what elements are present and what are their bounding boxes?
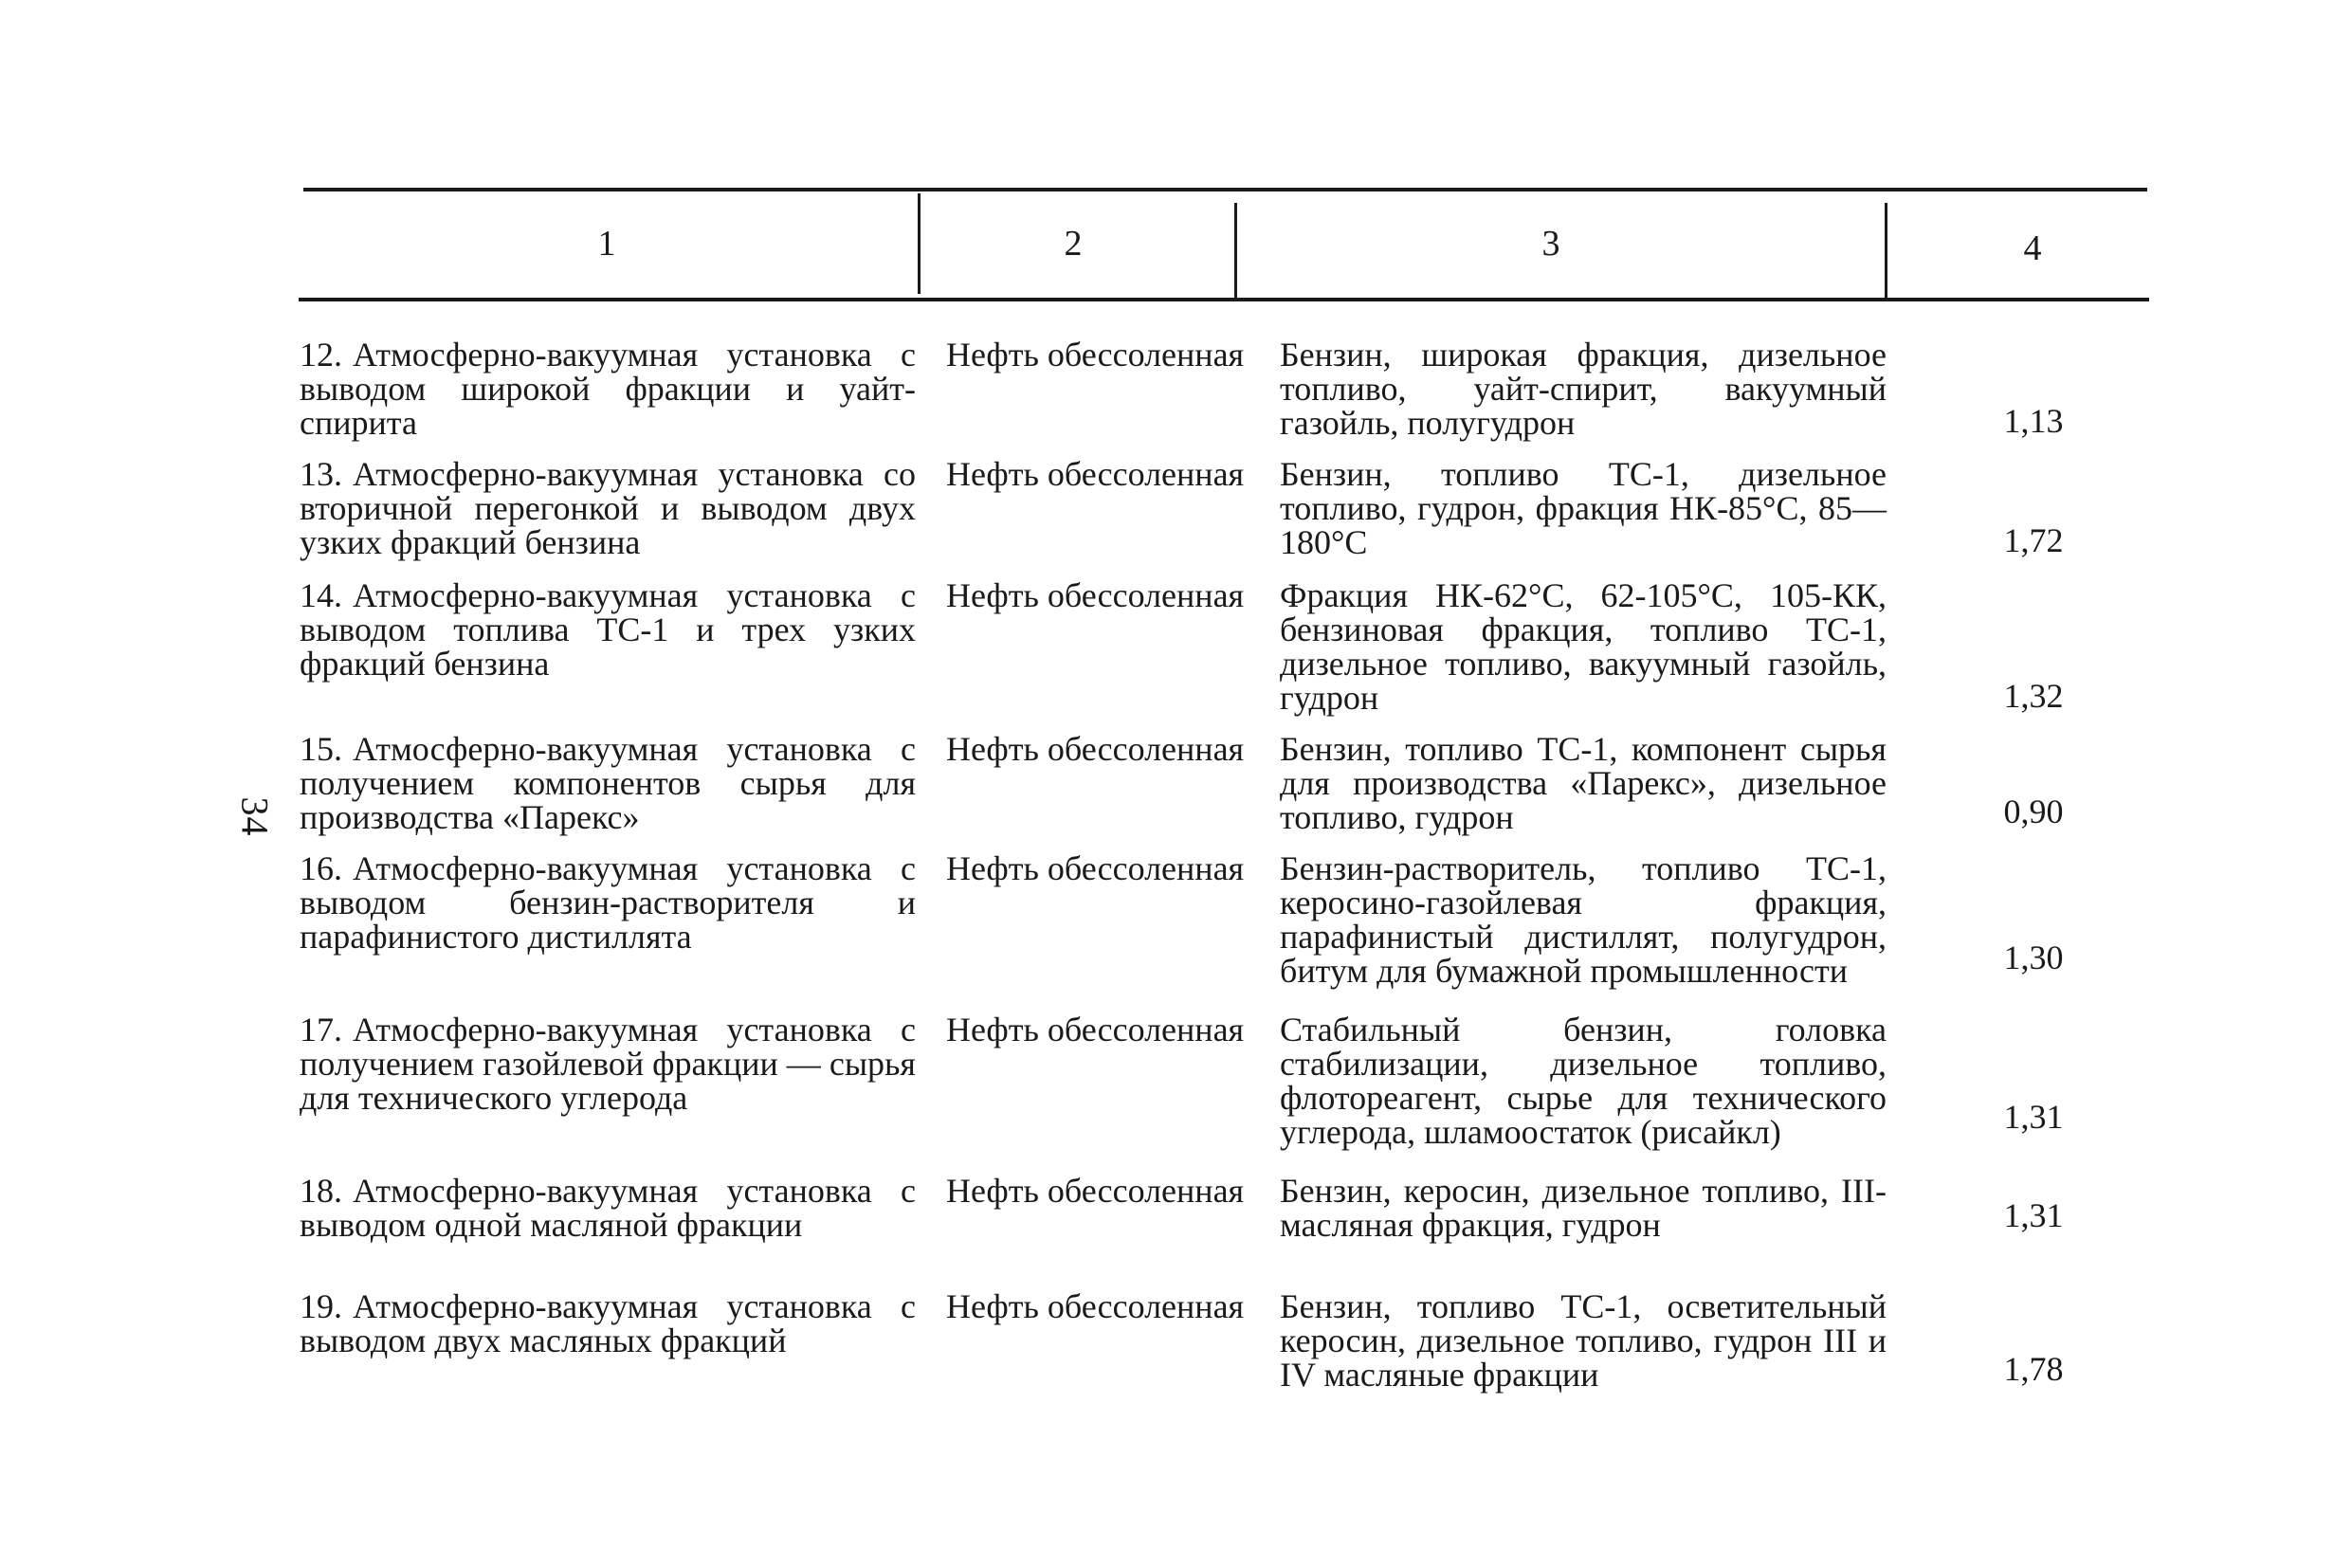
coefficient-value: 1,32	[2003, 677, 2064, 715]
header-divider-1	[918, 193, 921, 294]
raw-material: Нефть обессоленная	[946, 730, 1245, 768]
raw-material: Нефть обессоленная	[946, 849, 1245, 887]
column-header-2: 2	[1064, 224, 1083, 264]
coefficient-value: 1,31	[2003, 1098, 2064, 1136]
raw-material: Нефть обессоленная	[946, 576, 1245, 614]
page-number: 34	[233, 796, 277, 837]
installation-name-text: Атмосферно-вакуумная установка с выводом топлива ТС-1 и трех узких фракций бензина	[300, 576, 916, 683]
header-divider-2	[1234, 203, 1237, 298]
installation-name-text: Атмосферно-вакуумная установка с получением компонентов сырья для производства «Парекс»	[300, 730, 916, 836]
coefficient-value: 0,90	[2003, 793, 2064, 830]
row-number: 18.	[300, 1172, 342, 1210]
raw-material: Нефть обессоленная	[946, 1011, 1245, 1048]
row-number: 13.	[300, 455, 342, 493]
row-number: 12.	[300, 336, 342, 374]
installation-name	[300, 578, 916, 681]
coefficient-value: 1,78	[2003, 1350, 2064, 1388]
row-number: 15.	[300, 730, 342, 768]
raw-material: Нефть обессоленная	[946, 455, 1245, 493]
installation-name	[300, 851, 916, 954]
raw-material: Нефть обессоленная	[946, 1287, 1245, 1325]
installation-name	[300, 732, 916, 834]
column-header-4: 4	[2023, 228, 2042, 268]
row-number: 14.	[300, 576, 342, 614]
products-list: Бензин, керосин, дизельное топливо, III-масляная фракция, гудрон	[1280, 1172, 1887, 1244]
installation-name-text: Атмосферно-вакуумная установка с выводом двух масляных фракций	[300, 1287, 916, 1359]
raw-material: Нефть обессоленная	[946, 336, 1245, 374]
installation-name-text: Атмосферно-вакуумная установка с выводом одной масляной фракции	[300, 1172, 916, 1244]
installation-name-text: Атмосферно-вакуумная установка со вторичной перегонкой и выводом двух узких фракций бензина	[300, 455, 916, 561]
coefficient-value: 1,13	[2003, 402, 2064, 440]
installation-name	[300, 337, 916, 440]
products-list: Бензин, топливо ТС-1, дизельное топливо, гудрон, фракция НК-85°С, 85—180°С	[1280, 455, 1887, 561]
header-divider-3	[1885, 203, 1887, 298]
column-header-3: 3	[1541, 224, 1560, 264]
coefficient-value: 1,31	[2003, 1196, 2064, 1234]
installation-name	[300, 1012, 916, 1115]
coefficient-value: 1,72	[2003, 521, 2064, 559]
row-number: 17.	[300, 1011, 342, 1048]
installation-name	[300, 1289, 916, 1358]
products-list: Фракция НК-62°С, 62-105°С, 105-КК, бензиновая фракция, топливо ТС-1, дизельное топливо, вакуумный газойль, гудрон	[1280, 576, 1887, 717]
table-header-bottom-rule	[299, 298, 2149, 301]
products-list: Бензин-растворитель, топливо ТС-1, керосино-газойлевая фракция, парафинистый дистиллят, полугудрон, битум для бумажной промышленности	[1280, 849, 1887, 990]
products-list: Бензин, топливо ТС-1, компонент сырья для производства «Парекс», дизельное топливо, гудрон	[1280, 730, 1887, 836]
coefficient-value: 1,30	[2003, 939, 2064, 976]
installation-name-text: Атмосферно-вакуумная установка с получением газойлевой фракции — сырья для технического углерода	[300, 1011, 916, 1117]
raw-material: Нефть обессоленная	[946, 1172, 1245, 1210]
table-top-rule	[303, 188, 2147, 191]
installation-name	[300, 1174, 916, 1242]
products-list: Бензин, топливо ТС-1, осветительный керосин, дизельное топливо, гудрон III и IV масляные фракции	[1280, 1287, 1887, 1394]
installation-name-text: Атмосферно-вакуумная установка с выводом широкой фракции и уайт-спирита	[300, 336, 916, 442]
installation-name	[300, 457, 916, 559]
row-number: 19.	[300, 1287, 342, 1325]
installation-name-text: Атмосферно-вакуумная установка с выводом бензин-растворителя и парафинистого дистиллята	[300, 849, 916, 956]
products-list: Стабильный бензин, головка стабилизации, дизельное топливо, флотореагент, сырье для технического углерода, шламоостаток (рисайкл)	[1280, 1011, 1887, 1151]
row-number: 16.	[300, 849, 342, 887]
products-list: Бензин, широкая фракция, дизельное топливо, уайт-спирит, вакуумный газойль, полугудрон	[1280, 336, 1887, 442]
column-header-1: 1	[597, 224, 616, 264]
